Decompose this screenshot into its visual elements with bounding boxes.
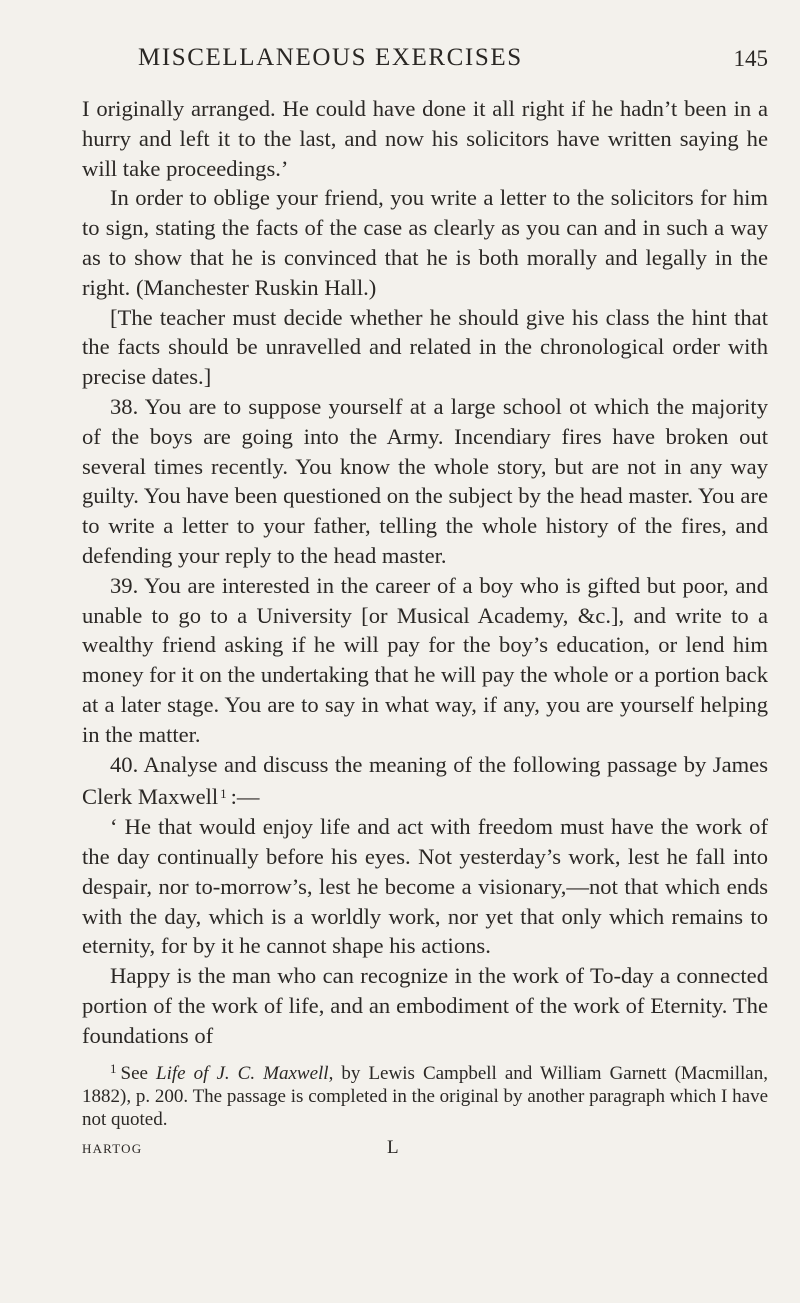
signature-letter: L (387, 1136, 399, 1158)
paragraph-exercise-40 (82, 750, 768, 813)
page-number: 145 (733, 46, 768, 71)
exercise-40-text: 40. Analyse and discuss the meaning of the following passage by James Clerk Maxwell (82, 751, 768, 810)
paragraph-continuation: I originally arranged. He could have done it all right if he hadn’t been in a hurry and left it to the last, and now his solicitors have written saying he will take proceedings.’ (82, 96, 768, 181)
footnote-mark: 1 (110, 1060, 117, 1076)
footnote-see: See (120, 1062, 148, 1084)
footnotes (82, 1057, 768, 1131)
running-title: MISCELLANEOUS EXERCISES (138, 44, 523, 71)
printer-signature: HARTOG (82, 1140, 143, 1156)
book-page (82, 36, 768, 1161)
signature-line (82, 1135, 768, 1161)
running-head (82, 36, 768, 76)
quotation-paragraph-1: ‘ He that would enjoy life and act with freedom must have the work of the day continually before his eyes. Not yesterday’s work, lest he fall into despair, nor to-morrow’s, lest he become a visionary,—not that which ends with the day, which is a worldly work, nor yet that only which remains to eternity, for by it he cannot shape his actions. (82, 814, 768, 959)
footnote-reference: 1 (220, 786, 227, 802)
footnote-text: , by Lewis Campbell and William Garnett (Macmillan, 1882), p. 200. The passage is completed in the original by another paragraph which I have not quoted. (82, 1062, 768, 1130)
paragraph-instructions: In order to oblige your friend, you write a letter to the solicitors for him to sign, stating the facts of the case as clearly as you can and in such a way as to show that he is convinced that he is both morally and legally in the right. (Manchester Ruskin Hall.) (82, 185, 768, 300)
footnote-book-title: Life of J. C. Maxwell (156, 1062, 329, 1084)
body-text (82, 94, 768, 1051)
footnote (82, 1057, 768, 1131)
quotation-paragraph-2: Happy is the man who can recognize in the work of To-day a connected portion of the work of life, and an embodiment of the work of Eternity. The foundations of (82, 963, 768, 1048)
footnote-reference-suffix: :— (230, 784, 260, 810)
paragraph-teacher-note: [The teacher must decide whether he should give his class the hint that the facts should be unravelled and related in the chronological order with precise dates.] (82, 304, 768, 390)
paragraph-exercise-38: 38. You are to suppose yourself at a large school ot which the majority of the boys are going into the Army. Incendiary fires have broken out several times recently. You know the whole story, but are not in any way guilty. You have been questioned on the subject by the head master. You are to write a letter to your father, telling the whole history of the fires, and defending your reply to the head master. (82, 393, 768, 568)
paragraph-exercise-39: 39. You are interested in the career of a boy who is gifted but poor, and unable to go to a University [or Musical Academy, &c.], and write to a wealthy friend asking if he will pay for the boy’s education, or lend him money for it on the undertaking that he will pay the whole or a portion back at a later stage. You are to say in what way, if any, you are yourself helping in the matter. (82, 572, 768, 747)
